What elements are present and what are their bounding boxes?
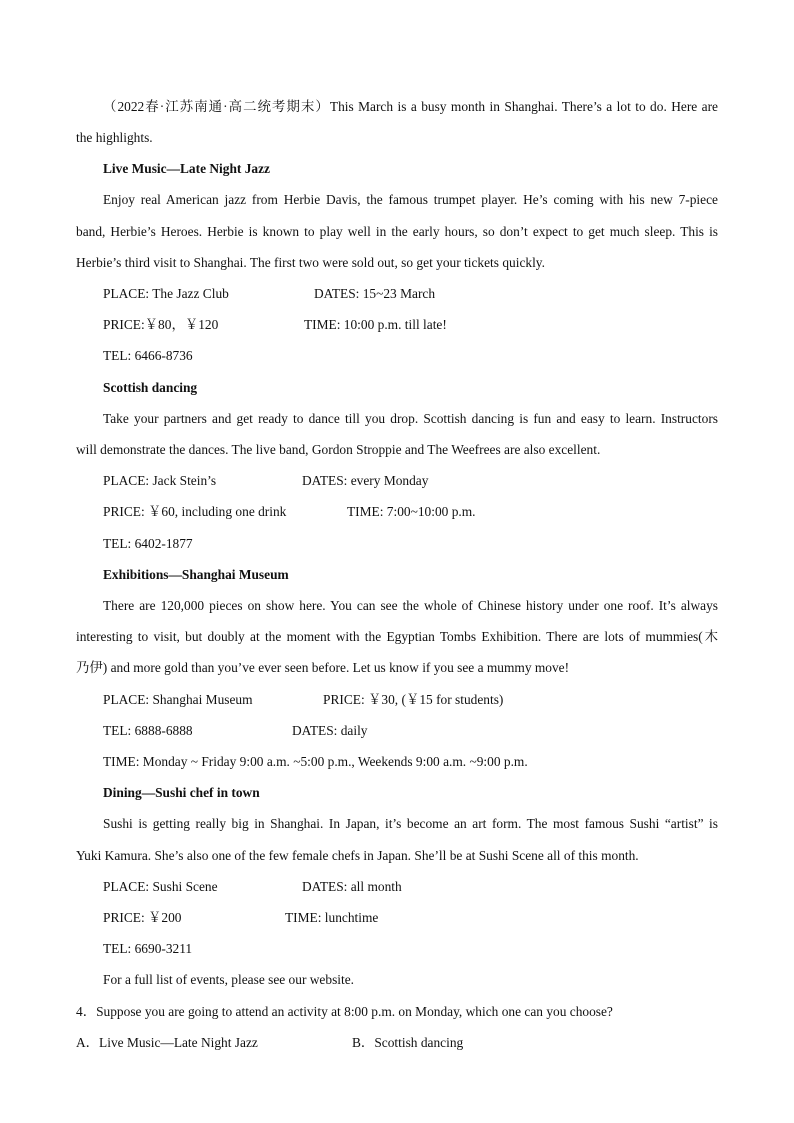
scottish-body-line-1: Take your partners and get ready to dance till you drop. Scottish dancing is fun and easy to learn. Instructors	[103, 411, 718, 426]
sushi-dates: DATES: all month	[302, 879, 402, 894]
scottish-body-line-2: will demonstrate the dances. The live band, Gordon Stroppie and The Weefrees are also excellent.	[76, 442, 601, 457]
museum-body-line-3: 乃伊) and more gold than you’ve ever seen before. Let us know if you see a mummy move!	[76, 660, 570, 675]
sushi-body-line-1: Sushi is getting really big in Shanghai. In Japan, it’s become an art form. The most famous Sushi “artist” is	[103, 816, 718, 831]
jazz-dates: DATES: 15~23 March	[314, 286, 436, 301]
sushi-place: PLACE: Sushi Scene	[103, 879, 218, 894]
museum-body-line-2: interesting to visit, but doubly at the moment with the Egyptian Tombs Exhibition. There are lots of mummies(木	[76, 629, 718, 644]
scottish-tel: TEL: 6402-1877	[103, 536, 193, 551]
jazz-price: PRICE:￥80，￥120	[103, 317, 219, 332]
museum-tel: TEL: 6888-6888	[103, 723, 193, 738]
museum-body-line-1: There are 120,000 pieces on show here. You can see the whole of Chinese history under one roof. It’s always	[103, 598, 718, 613]
sushi-time: TIME: lunchtime	[285, 910, 379, 925]
museum-time: TIME: Monday ~ Friday 9:00 a.m. ~5:00 p.m., Weekends 9:00 a.m. ~9:00 p.m.	[103, 754, 528, 769]
option-a[interactable]: A．Live Music—Late Night Jazz	[76, 1035, 258, 1050]
jazz-place: PLACE: The Jazz Club	[103, 286, 229, 301]
museum-place: PLACE: Shanghai Museum	[103, 692, 253, 707]
section-heading-sushi: Dining—Sushi chef in town	[103, 785, 260, 800]
jazz-tel: TEL: 6466-8736	[103, 348, 193, 363]
museum-dates: DATES: daily	[292, 723, 368, 738]
scottish-place: PLACE: Jack Stein’s	[103, 473, 217, 488]
intro-line-1: （2022春·江苏南通·高二统考期末）This March is a busy month in Shanghai. There’s a lot to do. Here are	[103, 99, 718, 114]
museum-price: PRICE: ￥30, (￥15 for students)	[323, 692, 504, 707]
sushi-price: PRICE: ￥200	[103, 910, 182, 925]
jazz-body-line-2: band, Herbie’s Heroes. Herbie is known to play well in the early hours, so don’t expect to get much sleep. This is	[76, 224, 718, 239]
section-heading-scottish: Scottish dancing	[103, 380, 198, 395]
jazz-body-line-3: Herbie’s third visit to Shanghai. The first two were sold out, so get your tickets quickly.	[76, 255, 545, 270]
sushi-body-line-2: Yuki Kamura. She’s also one of the few female chefs in Japan. She’ll be at Sushi Scene all of this month.	[76, 848, 639, 863]
scottish-dates: DATES: every Monday	[302, 473, 429, 488]
scottish-price: PRICE: ￥60, including one drink	[103, 504, 287, 519]
question-text: 4．Suppose you are going to attend an activity at 8:00 p.m. on Monday, which one can you choose?	[76, 1004, 613, 1019]
jazz-time: TIME: 10:00 p.m. till late!	[304, 317, 447, 332]
jazz-body-line-1: Enjoy real American jazz from Herbie Davis, the famous trumpet player. He’s coming with his new 7-piece	[103, 192, 718, 207]
section-heading-museum: Exhibitions—Shanghai Museum	[103, 567, 289, 582]
sushi-tel: TEL: 6690-3211	[103, 941, 193, 956]
intro-line-2: the highlights.	[76, 130, 153, 145]
website-note: For a full list of events, please see our website.	[103, 972, 355, 987]
option-b[interactable]: B．Scottish dancing	[352, 1035, 464, 1050]
scottish-time: TIME: 7:00~10:00 p.m.	[347, 504, 476, 519]
section-heading-jazz: Live Music—Late Night Jazz	[103, 161, 270, 176]
